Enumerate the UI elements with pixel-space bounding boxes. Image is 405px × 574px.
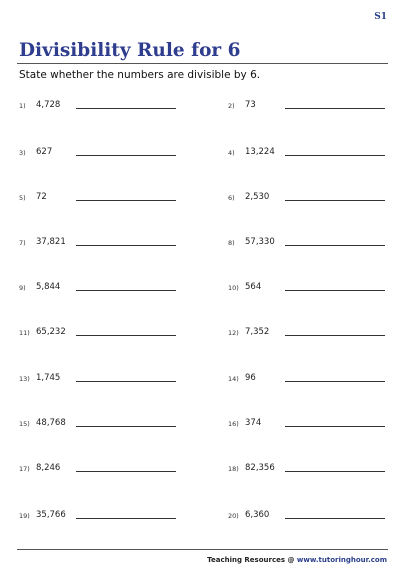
- problem-number: 15): [19, 420, 30, 428]
- problem-number: 14): [228, 375, 239, 383]
- answer-line[interactable]: [76, 245, 176, 246]
- problem-value: 627: [36, 147, 53, 157]
- answer-line[interactable]: [285, 426, 385, 427]
- problem-value: 96: [245, 373, 256, 383]
- problem-value: 48,768: [36, 418, 66, 428]
- answer-line[interactable]: [285, 108, 385, 109]
- answer-line[interactable]: [76, 290, 176, 291]
- footer: [207, 556, 387, 564]
- answer-line[interactable]: [285, 155, 385, 156]
- problem-number: 11): [19, 329, 30, 337]
- problem-value: 1,745: [36, 373, 61, 383]
- answer-line[interactable]: [76, 200, 176, 201]
- answer-line[interactable]: [285, 518, 385, 519]
- answer-line[interactable]: [76, 381, 176, 382]
- problem-number: 8): [228, 239, 235, 247]
- problem-value: 65,232: [36, 327, 66, 337]
- problem-number: 12): [228, 329, 239, 337]
- bottom-divider: [17, 549, 388, 550]
- problem-value: 72: [36, 192, 47, 202]
- problem-number: 3): [19, 149, 26, 157]
- problem-number: 5): [19, 194, 26, 202]
- problem-value: 37,821: [36, 237, 66, 247]
- answer-line[interactable]: [285, 290, 385, 291]
- answer-line[interactable]: [76, 518, 176, 519]
- problem-value: 6,360: [245, 510, 270, 520]
- problem-value: 2,530: [245, 192, 270, 202]
- problem-value: 8,246: [36, 463, 61, 473]
- problem-number: 10): [228, 284, 239, 292]
- instructions: State whether the numbers are divisible by 6.: [19, 69, 261, 81]
- answer-line[interactable]: [76, 155, 176, 156]
- problem-number: 18): [228, 465, 239, 473]
- problem-number: 20): [228, 512, 239, 520]
- problem-value: 35,766: [36, 510, 66, 520]
- answer-line[interactable]: [285, 245, 385, 246]
- problem-number: 6): [228, 194, 235, 202]
- answer-line[interactable]: [76, 426, 176, 427]
- problem-value: 57,330: [245, 237, 275, 247]
- problem-value: 5,844: [36, 282, 61, 292]
- problem-number: 1): [19, 102, 26, 110]
- footer-label: Teaching Resources @: [207, 556, 297, 564]
- answer-line[interactable]: [285, 335, 385, 336]
- answer-line[interactable]: [76, 108, 176, 109]
- top-divider: [17, 63, 388, 64]
- problem-number: 9): [19, 284, 26, 292]
- problem-number: 4): [228, 149, 235, 157]
- problem-number: 16): [228, 420, 239, 428]
- problem-value: 82,356: [245, 463, 275, 473]
- problem-number: 2): [228, 102, 235, 110]
- problem-value: 13,224: [245, 147, 275, 157]
- answer-line[interactable]: [76, 471, 176, 472]
- problem-value: 73: [245, 100, 256, 110]
- problem-number: 19): [19, 512, 30, 520]
- set-id: S1: [374, 12, 387, 22]
- answer-line[interactable]: [285, 381, 385, 382]
- problem-value: 7,352: [245, 327, 270, 337]
- problem-number: 13): [19, 375, 30, 383]
- problem-value: 564: [245, 282, 262, 292]
- answer-line[interactable]: [285, 200, 385, 201]
- problem-number: 7): [19, 239, 26, 247]
- problem-number: 17): [19, 465, 30, 473]
- problem-value: 4,728: [36, 100, 61, 110]
- footer-site-link[interactable]: www.tutoringhour.com: [296, 556, 387, 564]
- answer-line[interactable]: [76, 335, 176, 336]
- problem-value: 374: [245, 418, 262, 428]
- answer-line[interactable]: [285, 471, 385, 472]
- page-title: Divisibility Rule for 6: [19, 40, 241, 61]
